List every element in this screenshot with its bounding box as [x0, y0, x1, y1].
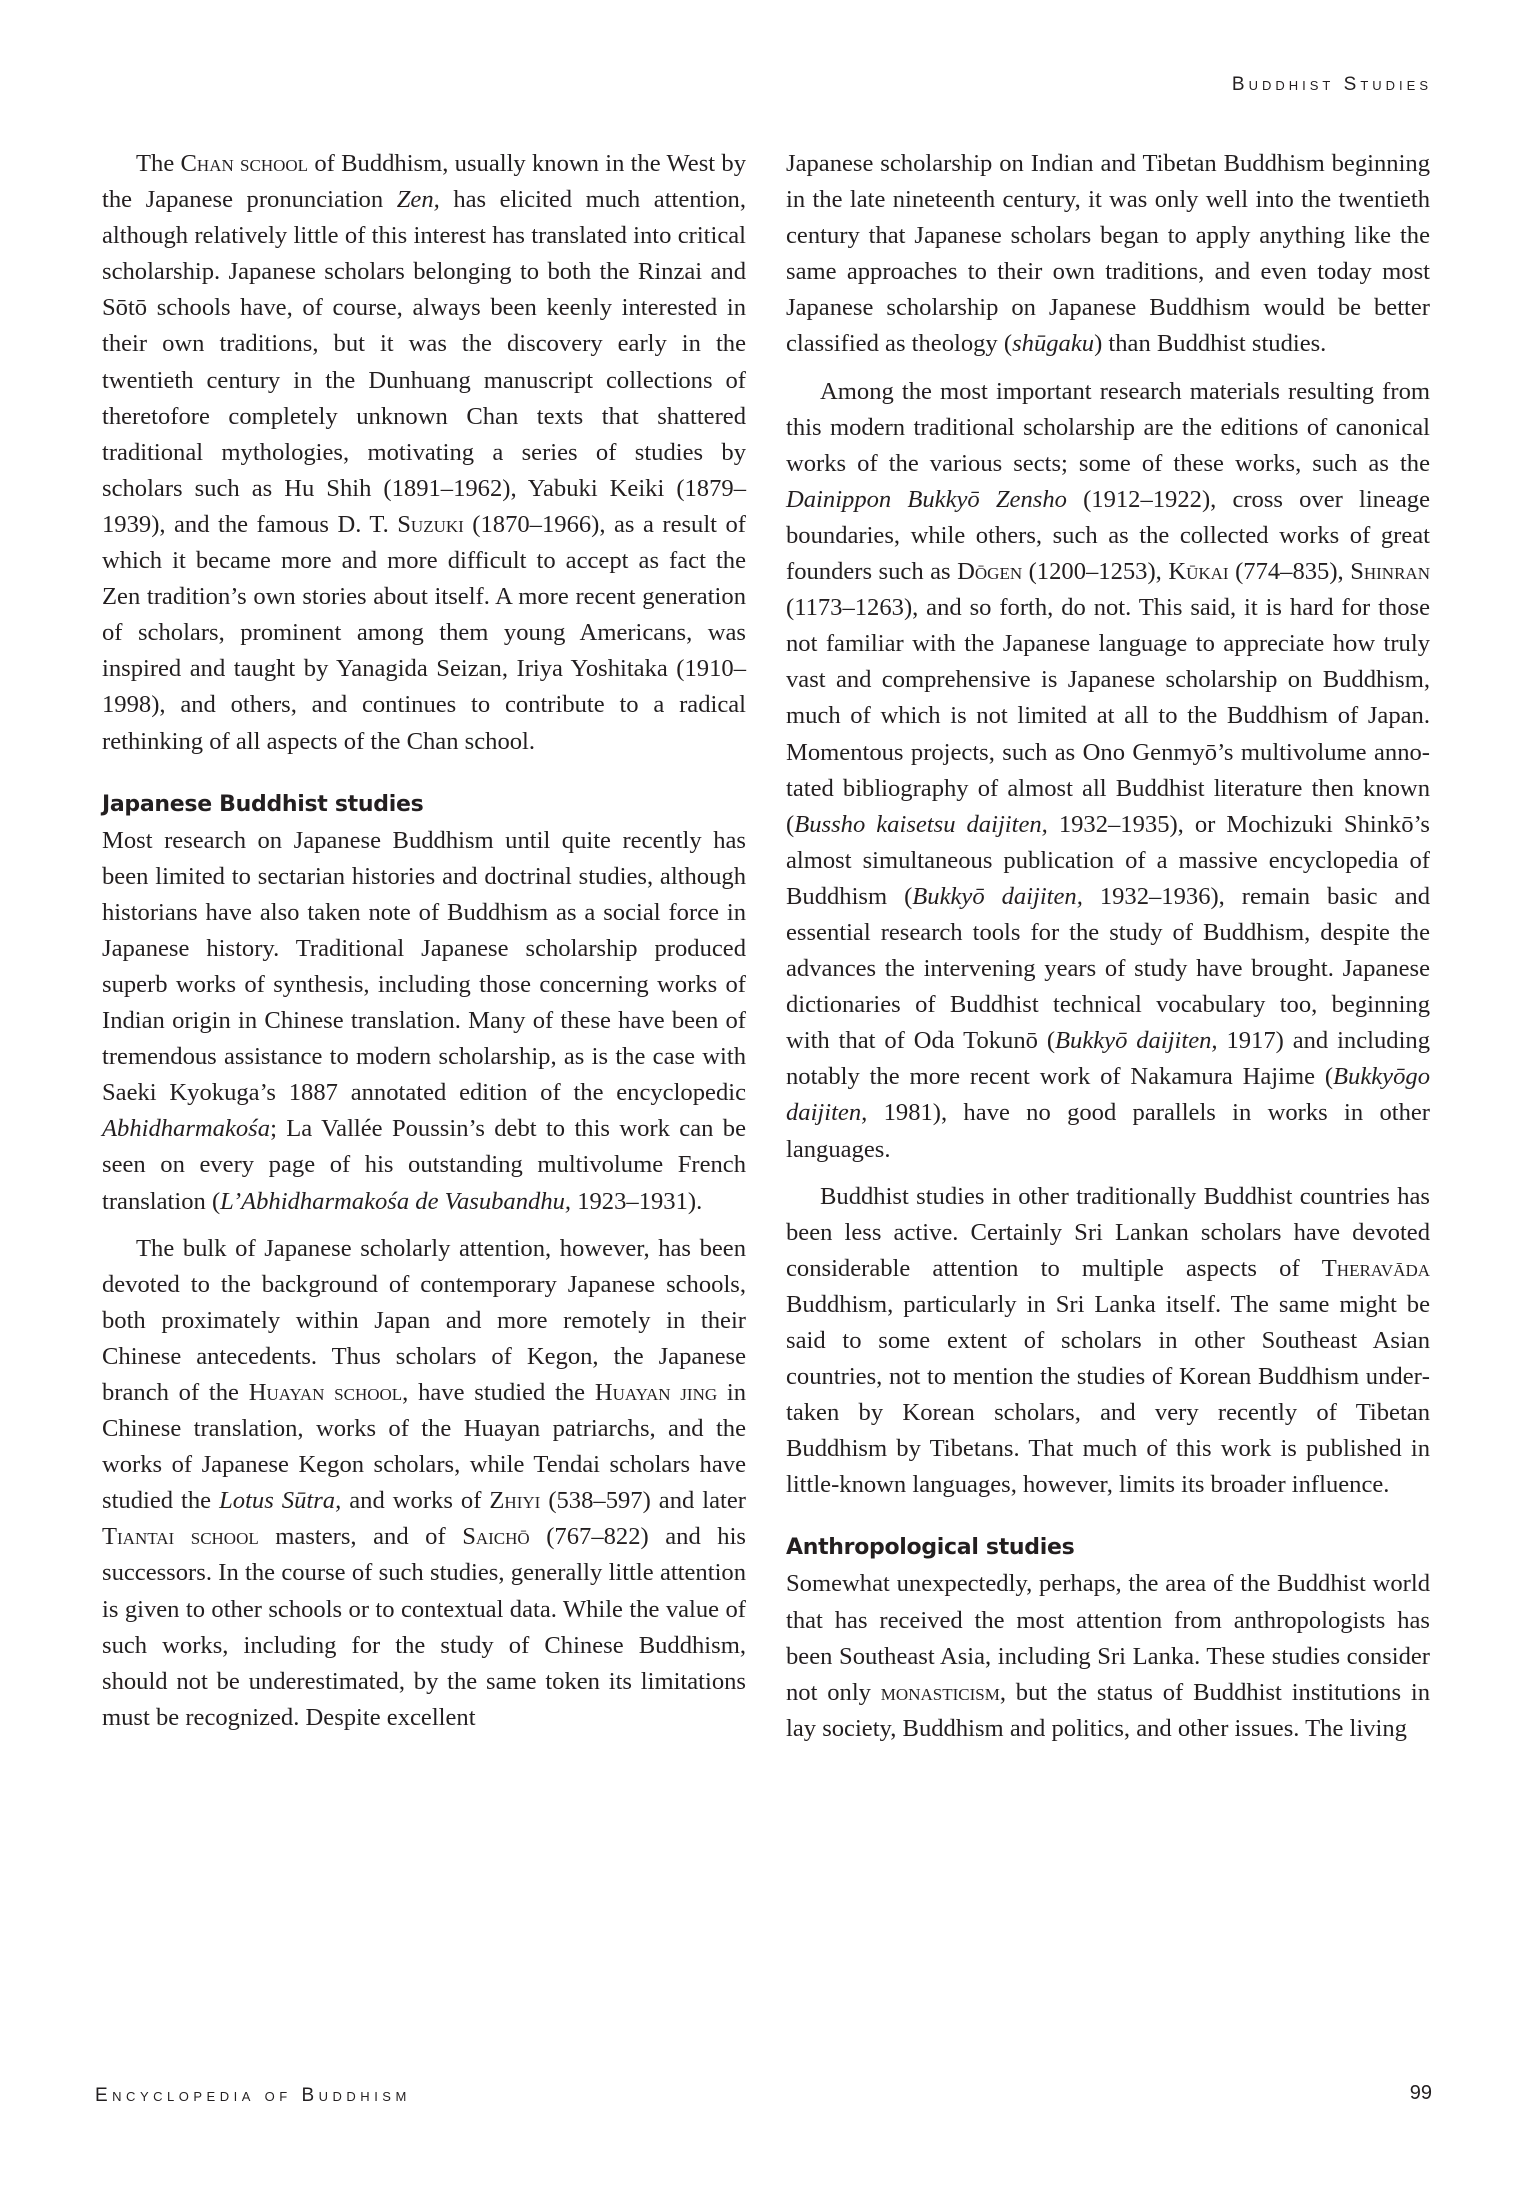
cross-reference-term: Kūkai: [1168, 558, 1229, 586]
text-run: Among the most important research materials resulting from this modern traditional scholarship are the editions of canonical works of the various sects; some of these works, such as the: [786, 377, 1430, 477]
cross-reference-term: Tiantai school: [102, 1523, 259, 1551]
cross-reference-term: Theravāda: [1321, 1254, 1430, 1282]
italic-title: Bukkyō daijiten,: [1055, 1027, 1218, 1055]
footer-book-title: Encyclopedia of Buddhism: [95, 2085, 411, 2106]
cross-reference-term: Suzuki: [397, 510, 464, 538]
text-run: ; La Vallée Poussin’s debt to this work can be seen on every page of his outstanding multivolume French translation (: [102, 1115, 746, 1215]
paragraph-other-countries: [786, 1179, 1430, 1504]
running-head: Buddhist Studies: [1231, 74, 1432, 95]
text-run: ) than Buddhist studies.: [1094, 330, 1327, 358]
section-heading-anthropological-studies: Anthropological studies: [786, 1535, 1075, 1561]
text-run: (1870–1966), as a result of which it became more and more difficult to accept as fact the Zen tradition’s own stories about itself. A more recent generation of scholars, prominent among them young Americans, was inspired and taught by Yanagida Seizan, Iriya Yoshitaka (1910–1998), and others, and continues to contribute to a radical rethinking of all aspects of the Chan school.: [102, 510, 746, 755]
text-run: Japanese scholarship on Indian and Tibetan Buddhism beginning in the late nineteenth century, it was only well into the twentieth century that Japanese scholars began to apply anything like the same approaches to their own traditions, and even today most Japanese scholarship on Japanese Buddhism would be better classified as theology (: [786, 150, 1430, 358]
italic-title: Lotus Sūtra,: [219, 1487, 342, 1515]
text-run: Somewhat unexpectedly, perhaps, the area of the Buddhist world that has received the most attention from anthropologists has been Southeast Asia, including Sri Lanka. These studies consider not only: [786, 1570, 1430, 1706]
text-run: (1173–1263), and so forth, do not. This said, it is hard for those not familiar with the Japanese language to appreciate how truly vast and comprehensive is Japanese scholarship on Buddhism, much of which is not limited at all to the Buddhism of Japan. Momentous projects, such as Ono Genmyō’s multivolume annotated bibliography of almost all Buddhist literature then known (: [786, 594, 1430, 838]
cross-reference-term: Zhiyi: [489, 1487, 541, 1515]
text-run: , have studied the: [402, 1379, 595, 1406]
text-run: (538–597) and later: [540, 1487, 746, 1515]
text-run: (1912–1922), cross over lineage boundaries, while others, such as the collected works of great founders such as: [786, 485, 1430, 586]
right-column: [786, 146, 1430, 1758]
text-run: 1932–1935), or Mochizuki Shinkō’s almost simultaneous publication of a massive encyclopedia of Buddhism (: [786, 810, 1431, 910]
page-number: 99: [1409, 2082, 1432, 2104]
italic-title: Zen,: [396, 186, 440, 214]
cross-reference-term: Dōgen: [957, 558, 1023, 586]
left-column: [102, 146, 746, 1747]
italic-title: Abhidharmakośa: [102, 1115, 271, 1143]
text-run: (767–822) and his successors. In the course of such studies, generally little attention is given to other schools or to contextual data. While the value of such works, including for the study of Chinese Buddhism, should not be underestimated, by the same token its limitations must be recognized. Despite excellent: [102, 1523, 746, 1731]
paragraph-anthropology: [786, 1566, 1430, 1746]
italic-title: L’Abhidharmakośa de Vasubandhu,: [220, 1187, 572, 1215]
italic-title: Bukkyō daijiten,: [912, 882, 1083, 910]
text-run: in Chinese translation, works of the Huayan patriarchs, and the works of Japanese Kegon scholars, while Tendai scholars have studied the: [102, 1379, 747, 1515]
paragraph-continued-scholarship: [786, 146, 1430, 363]
cross-reference-term: Shinran: [1350, 558, 1430, 586]
text-run: 1981), have no good parallels in works in other languages.: [786, 1099, 1430, 1163]
text-run: Buddhist studies in other traditionally Buddhist countries has been less active. Certainly Sri Lankan scholars have devoted considerable attention to multiple aspects of: [786, 1182, 1430, 1282]
paragraph-chan-school: [102, 146, 746, 760]
paragraph-research-materials: [786, 374, 1430, 1168]
text-run: has elicited much attention, although relatively little of this interest has translated into critical scholarship. Japanese scholars belonging to both the Rinzai and Sōtō schools have, of course, always been keenly interested in their own traditions, but it was the discovery early in the twentieth century in the Dunhuang manuscript collections of theretofore completely unknown Chan texts that shattered traditional mythologies, motivating a series of studies by scholars such as Hu Shih (1891–1962), Yabuki Keiki (1879–1939), and the famous D. T.: [102, 186, 746, 538]
text-run: (774–835),: [1228, 558, 1351, 586]
paragraph-japanese-research: [102, 823, 746, 1220]
italic-title: Dainippon Bukkyō Zensho: [786, 485, 1067, 513]
text-run: and works of: [341, 1487, 490, 1515]
text-run: The: [136, 150, 181, 177]
cross-reference-term: Chan school: [180, 150, 309, 177]
text-run: masters, and of: [258, 1523, 463, 1551]
text-run: (1200–1253),: [1022, 558, 1169, 586]
text-run: 1917) and including notably the more recent work of Nakamura Hajime (: [786, 1027, 1430, 1091]
cross-reference-term: Huayan school: [248, 1379, 403, 1406]
text-run: of Buddhism, usually known in the West by the Japanese pronunciation: [102, 150, 746, 214]
cross-reference-term: Huayan jing: [594, 1379, 718, 1406]
text-run: 1923–1931).: [571, 1187, 703, 1215]
paragraph-bulk-of-attention: [102, 1231, 746, 1736]
italic-title: Bukkyōgo daijiten,: [786, 1063, 1430, 1127]
text-run: 1932–1936), remain basic and essential research tools for the study of Buddhism, despite the advances the intervening years of study have brought. Japanese dictionaries of Buddhist technical vocabulary too, beginning with that of Oda Tokunō (: [786, 882, 1430, 1055]
text-run: Most research on Japanese Buddhism until quite recently has been limited to sectarian histories and doctrinal studies, although historians have also taken note of Buddhism as a social force in Japanese history. Traditional Japanese scholarship produced superb works of synthesis, including those concerning works of Indian origin in Chinese translation. Many of these have been of tremendous assistance to modern scholarship, as is the case with Saeki Kyokuga’s 1887 annotated edition of the encyclopedic: [102, 826, 746, 1107]
text-run: Buddhism, particularly in Sri Lanka itself. The same might be said to some extent of scholars in other Southeast Asian countries, not to mention the studies of Korean Buddhism undertaken by Korean scholars, and very recently of Tibetan Buddhism by Tibetans. That much of this work is published in little-known languages, however, limits its broader influence.: [786, 1290, 1430, 1499]
cross-reference-term: monasticism: [880, 1678, 1000, 1706]
cross-reference-term: Saichō: [462, 1523, 530, 1551]
text-run: , but the status of Buddhist institutions in lay society, Buddhism and politics, and other issues. The living: [786, 1678, 1430, 1742]
italic-title: shūgaku: [1012, 330, 1095, 358]
section-heading-japanese-buddhist-studies: Japanese Buddhist studies: [102, 791, 424, 817]
text-run: The bulk of Japanese scholarly attention, however, has been devoted to the background of contemporary Japanese schools, both proximately within Japan and more remotely in their Chinese antecedents. Thus scholars of Kegon, the Japanese branch of the: [102, 1234, 746, 1406]
italic-title: Bussho kaisetsu daijiten,: [794, 810, 1048, 838]
